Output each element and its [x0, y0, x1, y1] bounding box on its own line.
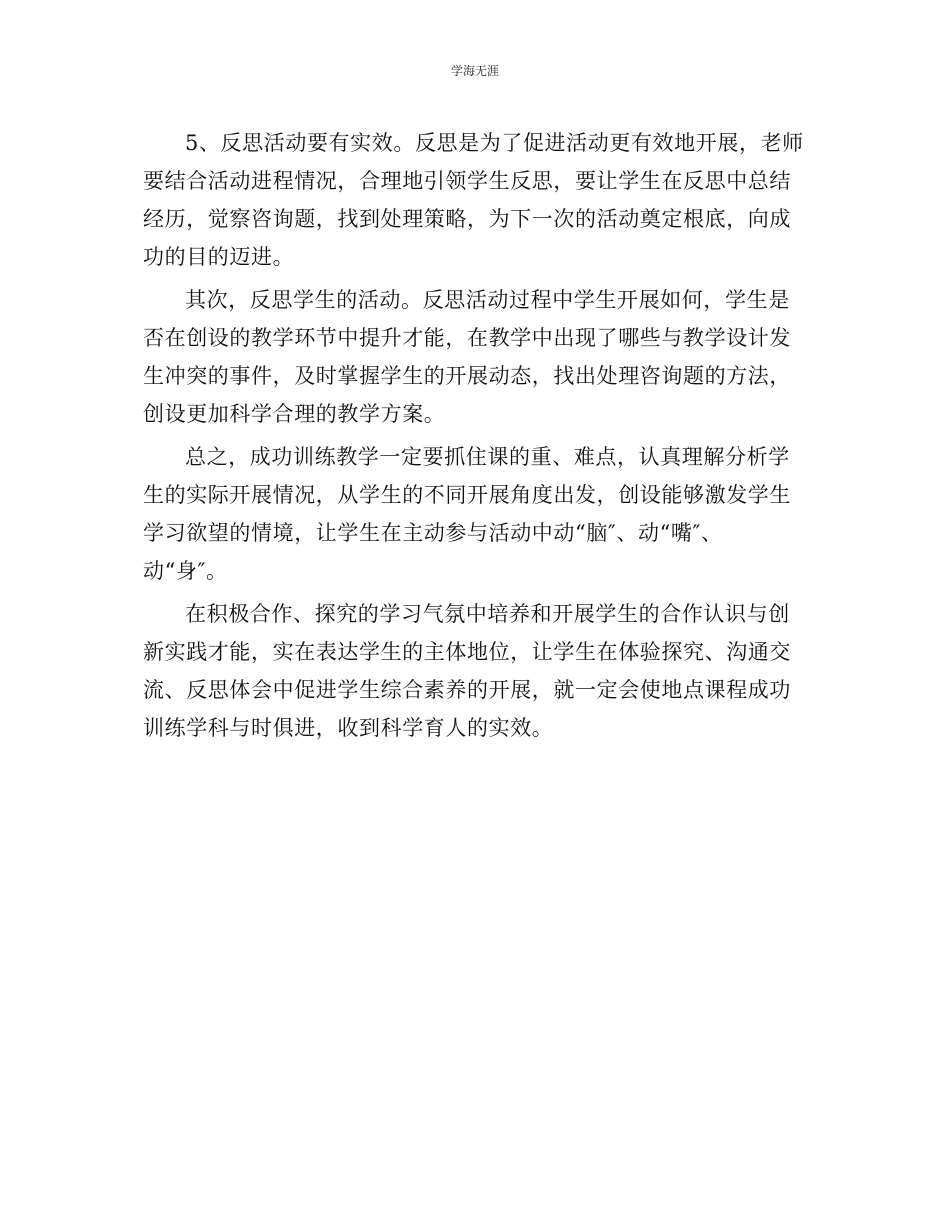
paragraph-conclusion [143, 595, 809, 747]
text-line: 动“身″。 [143, 559, 228, 583]
text-line: 其次，反思学生的活动。反思活动过程中学生开展如何，学生是 [185, 288, 790, 312]
paragraph-reflection-effect [143, 124, 809, 276]
text-line: 经历，觉察咨询题，找到处理策略，为下一次的活动奠定根底，向成 [143, 207, 791, 231]
text-line: 在积极合作、探究的学习气氛中培养和开展学生的合作认识与创 [185, 602, 790, 626]
text-line: 生的实际开展情况，从学生的不同开展角度出发，创设能够激发学生 [143, 483, 791, 507]
text-line: 总之，成功训练教学一定要抓住课的重、难点，认真理解分析学 [185, 445, 790, 469]
text-line: 学习欲望的情境，让学生在主动参与活动中动“脑″、动“嘴″、 [143, 521, 723, 545]
page-header: 学海无涯 [450, 64, 499, 78]
paragraph-summary [143, 438, 809, 590]
text-line: 创设更加科学合理的教学方案。 [143, 402, 446, 426]
text-line: 流、反思体会中促进学生综合素养的开展，就一定会使地点课程成功 [143, 678, 791, 702]
text-line: 5、反思活动要有实效。反思是为了促进活动更有效地开展，老师 [185, 131, 804, 155]
text-line: 训练学科与时俱进，收到科学育人的实效。 [143, 716, 554, 740]
text-line: 否在创设的教学环节中提升才能，在教学中出现了哪些与教学设计发 [143, 326, 791, 350]
text-line: 要结合活动进程情况，合理地引领学生反思，要让学生在反思中总结 [143, 169, 791, 193]
body-text [143, 124, 809, 747]
text-line: 生冲突的事件，及时掌握学生的开展动态，找出处理咨询题的方法， [143, 364, 791, 388]
text-line: 新实践才能，实在表达学生的主体地位，让学生在体验探究、沟通交 [143, 640, 791, 664]
text-line: 功的目的迈进。 [143, 245, 295, 269]
paragraph-reflect-students [143, 281, 809, 433]
